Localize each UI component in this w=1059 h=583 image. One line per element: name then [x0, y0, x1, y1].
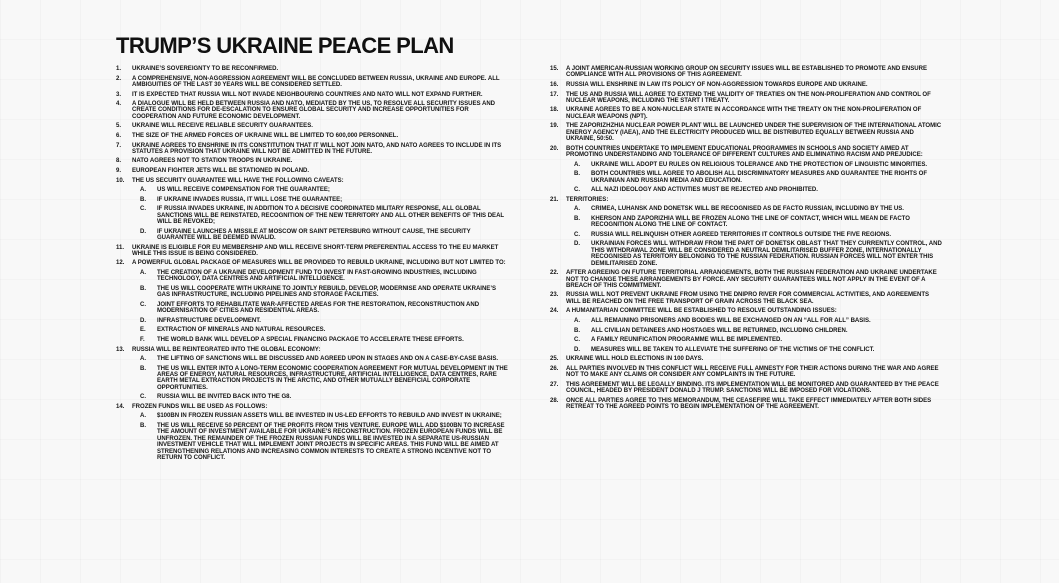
sub-item-text: ALL REMAINING PRISONERS AND BODIES WILL BE EXCHANGED ON AN “ALL FOR ALL” BASIS.: [591, 317, 871, 324]
item-row: [116, 76, 508, 89]
item-number: 27.: [550, 381, 559, 388]
item-text: THE US AND RUSSIA WILL AGREE TO EXTEND THE VALIDITY OF TREATIES ON THE NON-PROLIFERATION AND CONTROL OF NUCLEAR WEAPONS, INCLUDING THE START I TREATY.: [566, 91, 931, 104]
item-row: [116, 178, 508, 184]
list-item: [116, 101, 508, 120]
sub-item-letter: B.: [574, 215, 581, 222]
item-text: RUSSIA WILL BE REINTEGRATED INTO THE GLOBAL ECONOMY:: [132, 346, 321, 353]
sub-item-letter: A.: [574, 317, 581, 324]
item-row: [116, 143, 508, 156]
sub-item: [116, 394, 508, 400]
item-number: 22.: [550, 270, 559, 277]
list-item: [550, 82, 944, 88]
list-item: [550, 366, 944, 379]
item-row: [116, 404, 508, 410]
list-item: [116, 178, 508, 242]
list-item: [116, 123, 508, 129]
item-row: [550, 66, 944, 79]
sub-item-letter: A.: [140, 270, 147, 276]
item-row: [550, 356, 944, 362]
item-number: 7.: [116, 142, 122, 149]
sub-item: [550, 337, 944, 343]
item-number: 4.: [116, 101, 122, 108]
item-row: [116, 158, 508, 164]
item-number: 14.: [116, 403, 125, 410]
sub-item-text: UKRAINE WILL ADOPT EU RULES ON RELIGIOUS TOLERANCE AND THE PROTECTION OF LINGUISTIC MINORITIES.: [591, 161, 928, 168]
item-row: [550, 270, 944, 289]
list-item: [550, 292, 944, 305]
sub-item-letter: A.: [574, 206, 581, 213]
item-row: [550, 308, 944, 314]
item-row: [116, 101, 508, 120]
item-text: TERRITORIES:: [566, 196, 609, 203]
sub-item-text: THE US WILL COOPERATE WITH UKRAINE TO JOINTLY REBUILD, DEVELOP, MODERNISE AND OPERATE UKRAINE’S GAS INFRASTRUCTURE, INCLUDING PIPELINES AND STORAGE FACILITIES.: [157, 285, 496, 299]
item-text: ALL PARTIES INVOLVED IN THIS CONFLICT WILL RECEIVE FULL AMNESTY FOR THEIR ACTIONS DURING THE WAR AND AGREE NOT TO MAKE ANY CLAIMS OR CONSIDER ANY COMPLAINTS IN THE FUTURE.: [566, 365, 939, 379]
sub-item-letter: D.: [574, 241, 581, 248]
list-item: [116, 158, 508, 164]
item-number: 21.: [550, 196, 559, 203]
sub-item-text: THE US WILL ENTER INTO A LONG-TERM ECONOMIC COOPERATION AGREEMENT FOR MUTUAL DEVELOPMENT IN THE AREAS OF ENERGY, NATURAL RESOURCES, INFRASTRUCTURE, ARTIFICIAL INTELLIGENCE, DATA CENTRES, RARE EARTH METAL EXTRACTION PROJECTS IN THE ARCTIC, AND OTHER MUTUALLY BENEFICIAL CORPORATE OPPORTUNITIES.: [157, 365, 508, 391]
sub-item-text: JOINT EFFORTS TO REHABILITATE WAR-AFFECTED AREAS FOR THE RESTORATION, RECONSTRUCTION AND MODERNISATION OF CITIES AND RESIDENTIAL AREAS.: [157, 301, 480, 315]
list-item: [116, 66, 508, 72]
item-text: THE US SECURITY GUARANTEE WILL HAVE THE FOLLOWING CAVEATS:: [132, 177, 344, 184]
item-row: [550, 398, 944, 411]
list-item: [550, 123, 944, 142]
item-text: EUROPEAN FIGHTER JETS WILL BE STATIONED IN POLAND.: [132, 168, 310, 174]
sub-item-letter: D.: [140, 317, 147, 324]
list-item: [116, 245, 508, 258]
sub-item-letter: A.: [140, 356, 147, 363]
item-text: UKRAINE IS ELIGIBLE FOR EU MEMBERSHIP AND WILL RECEIVE SHORT-TERM PREFERENTIAL ACCESS TO THE EU MARKET WHILE THIS ISSUE IS BEING CONSIDERED.: [132, 244, 499, 257]
sub-item-letter: E.: [140, 327, 146, 334]
sub-item: [116, 318, 508, 324]
item-row: [116, 260, 508, 266]
sub-item: [550, 347, 944, 353]
list-item: [550, 356, 944, 362]
item-text: AFTER AGREEING ON FUTURE TERRITORIAL ARRANGEMENTS, BOTH THE RUSSIAN FEDERATION AND UKRAINE UNDERTAKE NOT TO CHANGE THESE ARRANGEMENTS BY FORCE. ANY SECURITY GUARANTEES WILL NOT APPLY IN THE EVENT OF A BREACH OF THIS COMMITMENT.: [566, 270, 937, 289]
list-item: [550, 107, 944, 120]
sub-item-text: INFRASTRUCTURE DEVELOPMENT.: [157, 317, 261, 324]
sub-item-text: ALL CIVILIAN DETAINEES AND HOSTAGES WILL BE RETURNED, INCLUDING CHILDREN.: [591, 327, 848, 334]
sub-item-text: IF UKRAINE LAUNCHES A MISSILE AT MOSCOW OR SAINT PETERSBURG WITHOUT CAUSE, THE SECURITY GUARANTEE WILL BE DEEMED INVALID.: [157, 228, 471, 241]
sub-item: [550, 206, 944, 212]
sub-item-letter: B.: [140, 196, 147, 203]
list-item: [550, 66, 944, 79]
item-number: 20.: [550, 145, 559, 152]
right-column: [550, 66, 944, 414]
item-text: UKRAINE WILL RECEIVE RELIABLE SECURITY GUARANTEES.: [132, 123, 313, 130]
sub-item-text: IF UKRAINE INVADES RUSSIA, IT WILL LOSE THE GUARANTEE;: [157, 196, 343, 203]
item-number: 24.: [550, 308, 559, 315]
item-text: RUSSIA WILL NOT PREVENT UKRAINE FROM USING THE DNIPRO RIVER FOR COMMERCIAL ACTIVITIES, AND AGREEMENTS WILL BE REACHED ON THE FREE TRANSPORT OF GRAIN ACROSS THE BLACK SEA.: [566, 292, 930, 305]
list-item: [116, 404, 508, 462]
list-item: [550, 270, 944, 289]
item-row: [116, 123, 508, 129]
item-number: 6.: [116, 132, 122, 139]
item-row: [550, 92, 944, 105]
item-row: [116, 133, 508, 139]
list-item: [550, 197, 944, 267]
item-text: BOTH COUNTRIES UNDERTAKE TO IMPLEMENT EDUCATIONAL PROGRAMMES IN SCHOOLS AND SOCIETY AIMED AT PROMOTING UNDERSTANDING AND TOLERANCE OF DIFFERENT CULTURES AND ELIMINATING RACISM AND PREJUDICE:: [566, 145, 923, 159]
item-row: [550, 382, 944, 395]
sub-item-text: BOTH COUNTRIES WILL AGREE TO ABOLISH ALL DISCRIMINATORY MEASURES AND GUARANTEE THE RIGHTS OF UKRAINIAN AND RUSSIAN MEDIA AND EDUCATION.: [591, 171, 928, 184]
item-text: UKRAINE WILL HOLD ELECTIONS IN 100 DAYS.: [566, 356, 704, 363]
sub-item: [550, 216, 944, 229]
item-row: [550, 366, 944, 379]
sub-item: [116, 229, 508, 242]
item-text: A COMPREHENSIVE, NON-AGGRESSION AGREEMENT WILL BE CONCLUDED BETWEEN RUSSIA, UKRAINE AND EUROPE. ALL AMBIGUITIES OF THE LAST 30 YEARS WILL BE CONSIDERED SETTLED.: [132, 75, 500, 88]
sub-item-text: IF RUSSIA INVADES UKRAINE, IN ADDITION TO A DECISIVE COORDINATED MILITARY RESPONSE, ALL GLOBAL SANCTIONS WILL BE REINSTATED, RECOGNITION OF THE NEW TERRITORY AND ALL OTHER BENEFITS OF THIS DEAL WILL BE REVOKED;: [157, 206, 504, 225]
sub-item-text: UKRAINIAN FORCES WILL WITHDRAW FROM THE PART OF DONETSK OBLAST THAT THEY CURRENTLY CONTROL, AND THIS WITHDRAWAL ZONE WILL BE CONSIDERED A NEUTRAL DEMILITARISED BUFFER ZONE, INTERNATIONALLY RECOGNISED AS TERRITORY BELONGING TO THE RUSSIAN FEDERATION. RUSSIAN FORCES WILL NOT ENTER THIS DEMILITARISED ZONE.: [591, 241, 942, 267]
sub-item: [550, 318, 944, 324]
sub-item-letter: B.: [140, 285, 147, 292]
item-text: A HUMANITARIAN COMMITTEE WILL BE ESTABLISHED TO RESOLVE OUTSTANDING ISSUES:: [566, 308, 837, 315]
sub-item-text: $100BN IN FROZEN RUSSIAN ASSETS WILL BE INVESTED IN US-LED EFFORTS TO REBUILD AND INVEST IN UKRAINE;: [157, 413, 502, 420]
item-number: 1.: [116, 66, 122, 72]
item-text: THIS AGREEMENT WILL BE LEGALLY BINDING. ITS IMPLEMENTATION WILL BE MONITORED AND GUARANTEED BY THE PEACE COUNCIL, HEADED BY PRESIDENT DONALD J TRUMP. SANCTIONS WILL BE IMPOSED FOR VIOLATIONS.: [566, 381, 939, 395]
sub-item: [550, 162, 944, 168]
sub-item-text: MEASURES WILL BE TAKEN TO ALLEVIATE THE SUFFERING OF THE VICTIMS OF THE CONFLICT.: [591, 346, 875, 353]
sub-item-text: ALL NAZI IDEOLOGY AND ACTIVITIES MUST BE REJECTED AND PROHIBITED.: [591, 187, 818, 194]
item-number: 13.: [116, 346, 125, 353]
sub-item: [116, 270, 508, 283]
sub-item: [550, 328, 944, 334]
item-row: [550, 82, 944, 88]
list-item: [550, 398, 944, 411]
sub-item-letter: C.: [140, 301, 147, 308]
item-number: 28.: [550, 397, 559, 404]
sub-item: [116, 413, 508, 419]
sub-item-text: CRIMEA, LUHANSK AND DONETSK WILL BE RECOGNISED AS DE FACTO RUSSIAN, INCLUDING BY THE US.: [591, 206, 904, 213]
item-text: UKRAINE AGREES TO BE A NON-NUCLEAR STATE IN ACCORDANCE WITH THE TREATY ON THE NON-PROLIFERATION OF NUCLEAR WEAPONS (NPT).: [566, 107, 922, 120]
list-item: [116, 260, 508, 343]
sub-item-text: US WILL RECEIVE COMPENSATION FOR THE GUARANTEE;: [157, 187, 330, 194]
sub-item-letter: D.: [574, 346, 581, 353]
sub-item-letter: C.: [140, 206, 147, 213]
item-text: UKRAINE AGREES TO ENSHRINE IN ITS CONSTITUTION THAT IT WILL NOT JOIN NATO, AND NATO AGREES TO INCLUDE IN ITS STATUTES A PROVISION THAT UKRAINE WILL NOT BE ADMITTED IN THE FUTURE.: [132, 142, 502, 155]
sub-item-letter: A.: [574, 161, 581, 168]
item-text: A JOINT AMERICAN-RUSSIAN WORKING GROUP ON SECURITY ISSUES WILL BE ESTABLISHED TO PROMOTE AND ENSURE COMPLIANCE WITH ALL PROVISIONS OF THIS AGREEMENT.: [566, 66, 927, 79]
list-item: [116, 76, 508, 89]
item-text: RUSSIA WILL ENSHRINE IN LAW ITS POLICY OF NON-AGGRESSION TOWARDS EUROPE AND UKRAINE.: [566, 81, 868, 88]
sub-item-letter: B.: [140, 423, 147, 429]
item-text: THE ZAPORIZHZHIA NUCLEAR POWER PLANT WILL BE LAUNCHED UNDER THE SUPERVISION OF THE INTERNATIONAL ATOMIC ENERGY AGENCY (IAEA), AND THE ELECTRICITY PRODUCED WILL BE DISTRIBUTED EQUALLY BETWEEN RUSSIA AND UKRAINE, 50:50.: [566, 123, 942, 143]
list-item: [116, 168, 508, 174]
sub-item-letter: A.: [140, 413, 147, 420]
item-text: A DIALOGUE WILL BE HELD BETWEEN RUSSIA AND NATO, MEDIATED BY THE US, TO RESOLVE ALL SECURITY ISSUES AND CREATE CONDITIONS FOR DE-ESCALATION TO ENSURE GLOBAL SECURITY AND INCREASE OPPORTUNITIES FOR COOPERATION AND FUTURE ECONOMIC DEVELOPMENT.: [132, 101, 496, 120]
item-number: 15.: [550, 66, 559, 72]
item-text: NATO AGREES NOT TO STATION TROOPS IN UKRAINE.: [132, 158, 293, 165]
item-number: 19.: [550, 123, 559, 130]
list-item: [116, 133, 508, 139]
list-item: [550, 382, 944, 395]
item-number: 9.: [116, 168, 122, 174]
sub-item-letter: F.: [140, 336, 145, 343]
item-row: [116, 168, 508, 174]
item-number: 18.: [550, 107, 559, 114]
sub-item-letter: A.: [140, 187, 147, 194]
sub-item: [116, 197, 508, 203]
item-number: 10.: [116, 177, 125, 184]
list-item: [550, 308, 944, 353]
sub-item-letter: C.: [574, 337, 581, 344]
list-item: [116, 347, 508, 401]
sub-item-text: KHERSON AND ZAPORIZHIA WILL BE FROZEN ALONG THE LINE OF CONTACT, WHICH WILL MEAN DE FACTO RECOGNITION ALONG THE LINE OF CONTACT.: [591, 215, 910, 229]
item-number: 11.: [116, 244, 125, 251]
item-text: UKRAINE’S SOVEREIGNTY TO BE RECONFIRMED.: [132, 66, 279, 72]
item-number: 12.: [116, 260, 125, 267]
item-text: THE SIZE OF THE ARMED FORCES OF UKRAINE WILL BE LIMITED TO 600,000 PERSONNEL.: [132, 132, 399, 139]
item-row: [550, 123, 944, 142]
sub-item: [550, 187, 944, 193]
sub-item-text: RUSSIA WILL BE INVITED BACK INTO THE G8.: [157, 394, 292, 401]
sub-item-letter: B.: [574, 327, 581, 334]
item-number: 25.: [550, 356, 559, 363]
item-text: ONCE ALL PARTIES AGREE TO THIS MEMORANDUM, THE CEASEFIRE WILL TAKE EFFECT IMMEDIATELY AFTER BOTH SIDES RETREAT TO THE AGREED POINTS TO BEGIN IMPLEMENTATION OF THE AGREEMENT.: [566, 397, 932, 411]
item-text: A POWERFUL GLOBAL PACKAGE OF MEASURES WILL BE PROVIDED TO REBUILD UKRAINE, INCLUDING BUT NOT LIMITED TO:: [132, 260, 506, 267]
sub-item: [116, 206, 508, 225]
list-item: [550, 92, 944, 105]
sub-item-letter: C.: [140, 394, 147, 401]
sub-item: [116, 286, 508, 299]
item-row: [550, 146, 944, 159]
sub-item-letter: B.: [140, 365, 147, 372]
sub-item-text: RUSSIA WILL RELINQUISH OTHER AGREED TERRITORIES IT CONTROLS OUTSIDE THE FIVE REGIONS.: [591, 231, 891, 238]
sub-item: [116, 187, 508, 193]
item-row: [116, 245, 508, 258]
item-row: [550, 197, 944, 203]
item-number: 26.: [550, 365, 559, 372]
item-number: 17.: [550, 91, 559, 98]
item-row: [116, 92, 508, 98]
sub-item-text: EXTRACTION OF MINERALS AND NATURAL RESOURCES.: [157, 327, 326, 334]
item-row: [550, 107, 944, 120]
item-row: [116, 66, 508, 72]
document-title: TRUMP’S UKRAINE PEACE PLAN: [116, 33, 454, 58]
sub-item-letter: C.: [574, 187, 581, 194]
item-row: [116, 347, 508, 353]
sub-item-text: A FAMILY REUNIFICATION PROGRAMME WILL BE IMPLEMENTED.: [591, 337, 782, 344]
sub-item: [116, 327, 508, 333]
sub-item: [116, 337, 508, 343]
item-row: [550, 292, 944, 305]
list-item: [116, 143, 508, 156]
item-number: 3.: [116, 91, 122, 98]
left-column: [116, 66, 508, 465]
item-number: 8.: [116, 158, 122, 165]
sub-item: [116, 423, 508, 461]
sub-item: [116, 356, 508, 362]
sub-item-text: THE US WILL RECEIVE 50 PERCENT OF THE PROFITS FROM THIS VENTURE. EUROPE WILL ADD $100BN TO INCREASE THE AMOUNT OF INVESTMENT AVAILABLE FOR UKRAINE’S RECONSTRUCTION. FROZEN EUROPEAN FUNDS WILL BE UNFROZEN. THE REMAINDER OF THE FROZEN RUSSIAN FUNDS WILL BE INVESTED IN A SEPARATE US-RUSSIAN INVESTMENT VEHICLE THAT WILL IMPLEMENT JOINT PROJECTS IN SPECIFIC AREAS. THIS FUND WILL BE AIMED AT STRENGTHENING RELATIONS AND INCREASING COMMON INTERESTS TO CREATE A STRONG INCENTIVE NOT TO RETURN TO CONFLICT.: [157, 423, 505, 462]
sub-item-text: THE CREATION OF A UKRAINE DEVELOPMENT FUND TO INVEST IN FAST-GROWING INDUSTRIES, INCLUDING TECHNOLOGY, DATA CENTRES AND ARTIFICIAL INTELLIGENCE.: [157, 270, 477, 283]
item-text: FROZEN FUNDS WILL BE USED AS FOLLOWS:: [132, 403, 268, 410]
item-number: 5.: [116, 123, 122, 130]
list-item: [550, 146, 944, 194]
list-item: [116, 92, 508, 98]
sub-item: [116, 366, 508, 392]
sub-item-text: THE WORLD BANK WILL DEVELOP A SPECIAL FINANCING PACKAGE TO ACCELERATE THESE EFFORTS.: [157, 336, 464, 343]
sub-item: [550, 171, 944, 184]
sub-item-text: THE LIFTING OF SANCTIONS WILL BE DISCUSSED AND AGREED UPON IN STAGES AND ON A CASE-BY-CASE BASIS.: [157, 356, 499, 363]
sub-item-letter: C.: [574, 231, 581, 238]
item-number: 23.: [550, 292, 559, 299]
sub-item: [550, 232, 944, 238]
item-number: 2.: [116, 75, 122, 82]
sub-item: [116, 302, 508, 315]
sub-item-letter: B.: [574, 171, 581, 178]
item-text: IT IS EXPECTED THAT RUSSIA WILL NOT INVADE NEIGHBOURING COUNTRIES AND NATO WILL NOT EXPAND FURTHER.: [132, 91, 483, 98]
sub-item-letter: D.: [140, 228, 147, 235]
item-number: 16.: [550, 81, 559, 88]
sub-item: [550, 241, 944, 267]
